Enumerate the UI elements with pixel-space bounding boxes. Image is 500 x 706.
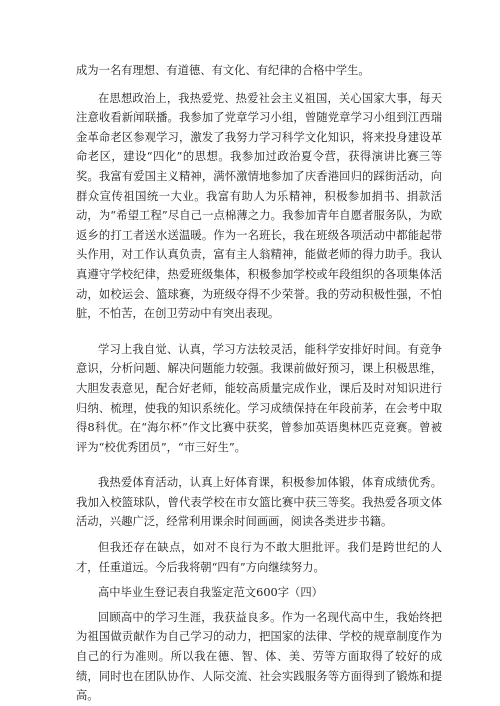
paragraph-sports: 我热爱体育活动，认真上好体育课，积极参加体锻，体育成绩优秀。我加入校篮球队，曾代表学校在市女篮比赛中获三等奖。我热爱各项文体活动，兴趣广泛，经常利用课余时间画画，阅读各类进步书籍。 xyxy=(76,476,442,529)
paragraph-study: 学习上我自觉、认真，学习方法较灵活，能科学安排好时间。有竞争意识，分析问题、解决问题能力较强。我课前做好预习，课上积极思维，大胆发表意见，配合好老师，能较高质量完成作业，课后及时对知识进行归纳、梳理，使我的知识系统化。学习成绩保持在年段前茅，在会考中取得8科优。在“海尔杯”作文比赛中获奖，曾参加英语奥林匹克竞赛。曾被评为“校优秀团员”，“市三好生”。 xyxy=(76,342,442,454)
paragraph-politics: 在思想政治上，我热爱党、热爱社会主义祖国，关心国家大事，每天注意收看新闻联播。我参加了党章学习小组，曾随党章学习小组到江西瑞金革命老区参观学习，激发了我努力学习科学文化知识，将来投身建设革命老区，建设“四化”的思想。我参加过政治夏令营，获得演讲比赛三等奖。我富有爱国主义精神，满怀激情地参加了庆香港回归的踩街活动，向群众宣传祖国统一大业。我富有助人为乐精神，积极参加捐书、捐款活动，为“希望工程”尽自己一点棉薄之力。我参加青年自愿者服务队，为欧返乡的打工者送水送温暖。作为一名班长，我在班级各项活动中都能起带头作用，对工作认真负责，富有主人翁精神，能做老师的得力助手。我认真遵守学校纪律，热爱班级集体，积极参加学校或年段组织的各项集体活动，如校运会、篮球赛，为班级夺得不少荣誉。我的劳动积极性强，不怕脏，不怕苦，在创卫劳动中有突出表现。 xyxy=(76,91,442,321)
paragraph-shortcomings: 但我还存在缺点，如对不良行为不敢大胆批评。我们是跨世纪的人才，任重道远。今后我将朝“四有”方向继续努力。 xyxy=(76,541,442,574)
paragraph-continuation: 成为一名有理想、有道德、有文化、有纪律的合格中学生。 xyxy=(76,64,370,77)
section-title: 高中毕业生登记表自我鉴定范文600字（四） xyxy=(98,586,323,600)
paragraph-review: 回顾高中的学习生涯，我获益良多。作为一名现代高中生，我始终把为祖国做贡献作为自己学习的动力，把国家的法律、学校的规章制度作为自己的行为准则。所以我在德、智、体、美、劳等方面取得了较好的成绩，同时也在团队协作、人际交流、社会实践服务等方面得到了锻炼和提高。 xyxy=(76,610,442,703)
